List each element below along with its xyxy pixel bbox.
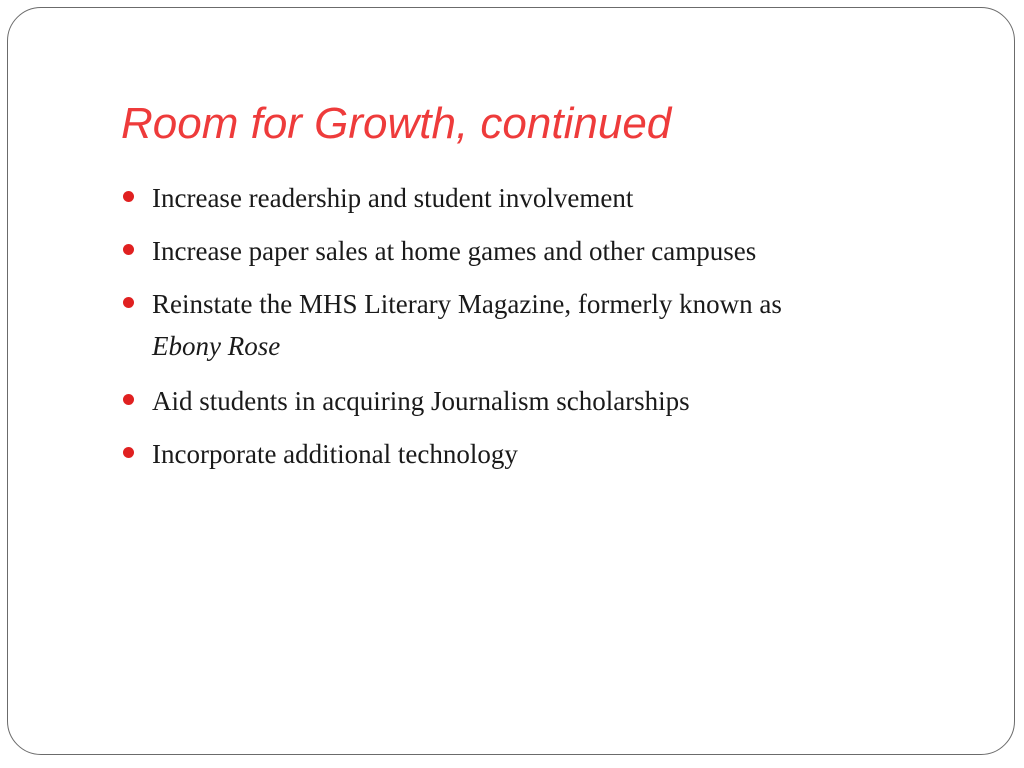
bullet-item xyxy=(121,434,941,474)
bullet-item xyxy=(121,284,941,368)
bullet-dot-icon xyxy=(123,297,134,308)
bullet-dot-icon xyxy=(123,447,134,458)
bullet-text: Increase readership and student involvement xyxy=(152,183,634,213)
bullet-item xyxy=(121,178,941,218)
bullet-item xyxy=(121,231,941,271)
bullet-list xyxy=(121,178,941,487)
bullet-dot-icon xyxy=(123,191,134,202)
bullet-item xyxy=(121,381,941,421)
bullet-text: Aid students in acquiring Journalism scholarships xyxy=(152,386,690,416)
bullet-text: Reinstate the MHS Literary Magazine, formerly known as xyxy=(152,289,782,319)
bullet-dot-icon xyxy=(123,394,134,405)
slide-frame xyxy=(7,7,1015,755)
magazine-name: Ebony Rose xyxy=(152,331,281,361)
bullet-text: Incorporate additional technology xyxy=(152,439,518,469)
bullet-dot-icon xyxy=(123,244,134,255)
slide-title: Room for Growth, continued xyxy=(121,99,672,148)
bullet-text: Increase paper sales at home games and other campuses xyxy=(152,236,757,266)
